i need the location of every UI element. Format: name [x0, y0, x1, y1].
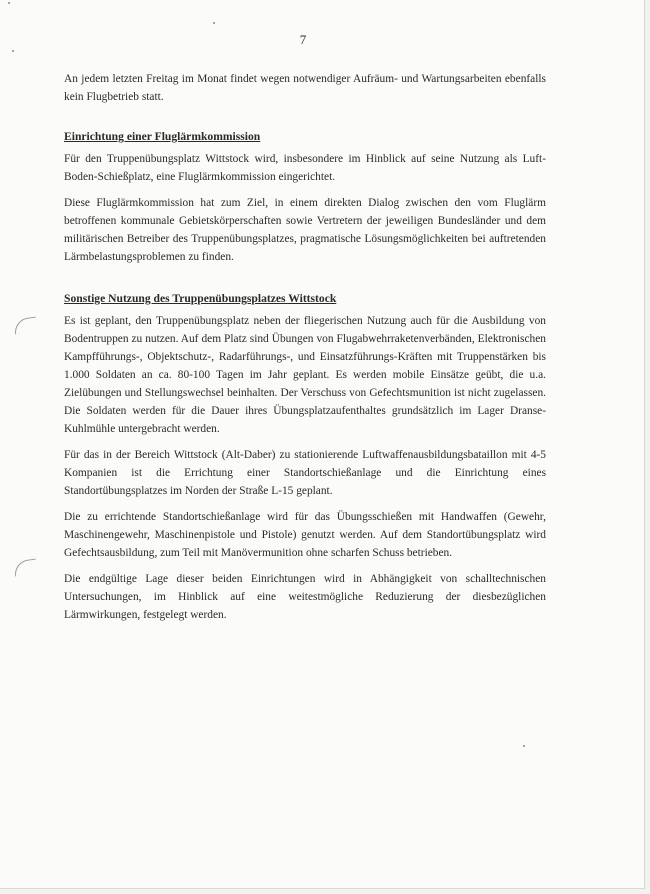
section-heading: Sonstige Nutzung des Truppenübungsplatzes Wittstock: [64, 292, 337, 305]
punch-hole-mark: [13, 316, 38, 334]
intro-paragraph: An jedem letzten Freitag im Monat findet wegen notwendiger Aufräum- und Wartungsarbeiten ebenfalls kein Flugbetrieb statt.: [64, 73, 546, 103]
paragraph: Es ist geplant, den Truppenübungsplatz neben der fliegerischen Nutzung auch für die Ausbildung von Bodentruppen zu nutzen. Auf dem Platz sind Übungen von Flugabwehrraketenverbänden, Elektronischen Kampfführungs-, Objektschutz-, Radarführungs-, und Einsatzführungs-Kräften mit Truppenstärken bis 1.000 Soldaten an ca. 80-100 Tagen im Jahr geplant. Es werden mobile Einsätze geübt, die u.a. Zielübungen und Stellungswechsel beinhalten. Der Verschuss von Gefechtsmunition ist nicht zugelassen. Die Soldaten werden für die Dauer ihres Übungsplatzaufenthaltes grundsätzlich im Lager Dranse-Kuhlmühle untergebracht werden.: [64, 315, 546, 435]
section-sonstige-nutzung: [64, 290, 546, 624]
punch-hole-mark: [13, 558, 38, 576]
paragraph: Diese Fluglärmkommission hat zum Ziel, in einem direkten Dialog zwischen den vom Fluglärm betroffenen kommunale Gebietskörperschaften sowie Vertretern der jeweiligen Bundesländer und dem militärischen Betreiber des Truppenübungsplatzes, pragmatische Lösungsmöglichkeiten bei auftretenden Lärmbelastungsproblemen zu finden.: [64, 197, 546, 263]
section-fluglaermkommission: [64, 128, 546, 266]
document-body: [64, 70, 546, 632]
section-heading: Einrichtung einer Fluglärmkommission: [64, 130, 261, 143]
scan-speck: [213, 22, 215, 24]
scan-speck: [523, 745, 525, 747]
paragraph: Die zu errichtende Standortschießanlage wird für das Übungsschießen mit Handwaffen (Gewehr, Maschinengewehr, Maschinenpistole und Pistole) genutzt werden. Auf dem Standortübungsplatz wird Gefechtsausbildung, zum Teil mit Manövermunition ohne scharfen Schuss betrieben.: [64, 511, 546, 559]
page-number: 7: [299, 32, 307, 47]
scan-speck: [12, 50, 14, 52]
paragraph: Für den Truppenübungsplatz Wittstock wird, insbesondere im Hinblick auf seine Nutzung als Luft-Boden-Schießplatz, eine Fluglärmkommission eingerichtet.: [64, 153, 546, 183]
scan-speck: [8, 2, 10, 4]
paragraph: Die endgültige Lage dieser beiden Einrichtungen wird in Abhängigkeit von schalltechnischen Untersuchungen, im Hinblick auf eine weitestmögliche Reduzierung der diesbezüglichen Lärmwirkungen, festgelegt werden.: [64, 573, 546, 621]
paragraph: Für das in der Bereich Wittstock (Alt-Daber) zu stationierende Luftwaffenausbildungsbataillon mit 4-5 Kompanien ist die Errichtung einer Standortschießanlage und die Einrichtung eines Standortübungsplatzes im Norden der Straße L-15 geplant.: [64, 449, 546, 497]
